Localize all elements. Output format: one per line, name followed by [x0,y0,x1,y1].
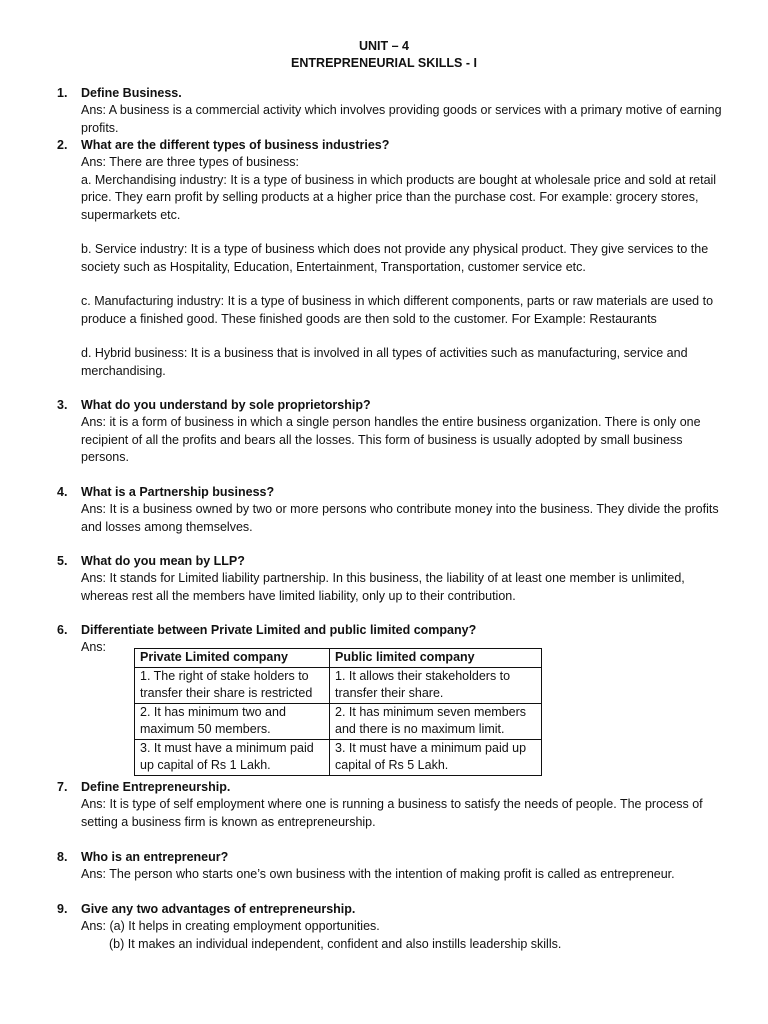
answer-text: Ans: It is type of self employment where one is running a business to satisfy the needs of people. The process of setting a business firm is known as entrepreneurship. [81,797,703,829]
table-cell: 3. It must have a minimum paid up capital of Rs 1 Lakh. [135,739,330,775]
question-text: What are the different types of business industries? [81,138,390,152]
answer-2-b [81,241,733,276]
answer-2-c [81,293,733,328]
answer-3 [81,414,733,467]
answer-text: Ans: The person who starts one’s own business with the intention of making profit is called as entrepreneur. [81,867,675,881]
comparison-table [134,648,542,776]
question-text: What do you mean by LLP? [81,554,245,568]
table-cell: 3. It must have a minimum paid up capital of Rs 5 Lakh. [330,739,542,775]
question-number: 7. [57,780,68,794]
question-number: 4. [57,485,68,499]
answer-2-d [81,345,733,380]
answer-item: b. Service industry: It is a type of business which does not provide any physical product. They give services to the society such as Hospitality, Education, Entertainment, Transportation, customer service etc. [81,242,709,274]
table-cell: 1. It allows their stakeholders to transfer their share. [330,667,542,703]
question-number: 2. [57,138,68,152]
answer-2 [81,154,733,224]
answer-item: c. Manufacturing industry: It is a type of business in which different components, parts or raw materials are used to produce a finished good. These finished goods are then sold to the customer. For Example: Restaurants [81,294,714,326]
answer-5 [81,570,733,605]
answer-text: Ans: There are three types of business: [81,155,299,169]
question-number: 5. [57,554,68,568]
table-row [135,667,542,703]
question-number: 8. [57,850,68,864]
question-number: 1. [57,86,68,100]
question-text: Define Business. [81,86,182,100]
table-row [135,703,542,739]
question-text: Who is an entrepreneur? [81,850,229,864]
table-row [135,739,542,775]
answer-text: Ans: It stands for Limited liability partnership. In this business, the liability of at least one member is unlimited, whereas rest all the members have limited liability, only up to their contribution. [81,571,685,603]
answer-7 [81,796,733,831]
answer-item: (b) It makes an individual independent, confident and also instills leadership skills. [109,936,562,951]
question-number: 9. [57,902,68,916]
table-header: Public limited company [330,649,542,668]
answer-item: d. Hybrid business: It is a business that is involved in all types of activities such as manufacturing, service and merchandising. [81,346,688,378]
unit-heading: UNIT – 4 [358,39,409,53]
table-header: Private Limited company [135,649,330,668]
table-header-row [135,649,542,668]
answer-text: Ans: It is a business owned by two or more persons who contribute money into the business. They divide the profits and losses among themselves. [81,502,719,534]
question-text: Define Entrepreneurship. [81,780,231,794]
answer-text: Ans: it is a form of business in which a single person handles the entire business organization. There is only one recipient of all the profits and bears all the losses. This form of business is usually adopted by small business persons. [81,415,701,464]
answer-text: Ans: A business is a commercial activity which involves providing goods or services with a primary motive of earning profits. [81,103,722,135]
question-number: 3. [57,398,68,412]
question-text: What do you understand by sole proprietorship? [81,398,371,412]
question-number: 6. [57,623,68,637]
question-text: Give any two advantages of entrepreneurship. [81,902,356,916]
answer-9 [81,918,733,953]
answer-text: Ans: (a) It helps in creating employment opportunities. [81,919,380,933]
answer-4 [81,501,733,536]
document-title: ENTREPRENEURIAL SKILLS - I [291,56,477,70]
table-cell: 2. It has minimum two and maximum 50 members. [135,703,330,739]
table-cell: 2. It has minimum seven members and there is no maximum limit. [330,703,542,739]
table-cell: 1. The right of stake holders to transfer their share is restricted [135,667,330,703]
answer-item: a. Merchandising industry: It is a type of business in which products are bought at wholesale price and sold at retail price. They earn profit by selling products at a higher price than the purchase cost. For example: grocery stores, supermarkets etc. [81,172,717,222]
answer-8 [81,866,733,884]
question-text: Differentiate between Private Limited and public limited company? [81,623,477,637]
question-text: What is a Partnership business? [81,485,275,499]
answer-text: Ans: [81,640,107,654]
answer-1 [81,102,733,137]
